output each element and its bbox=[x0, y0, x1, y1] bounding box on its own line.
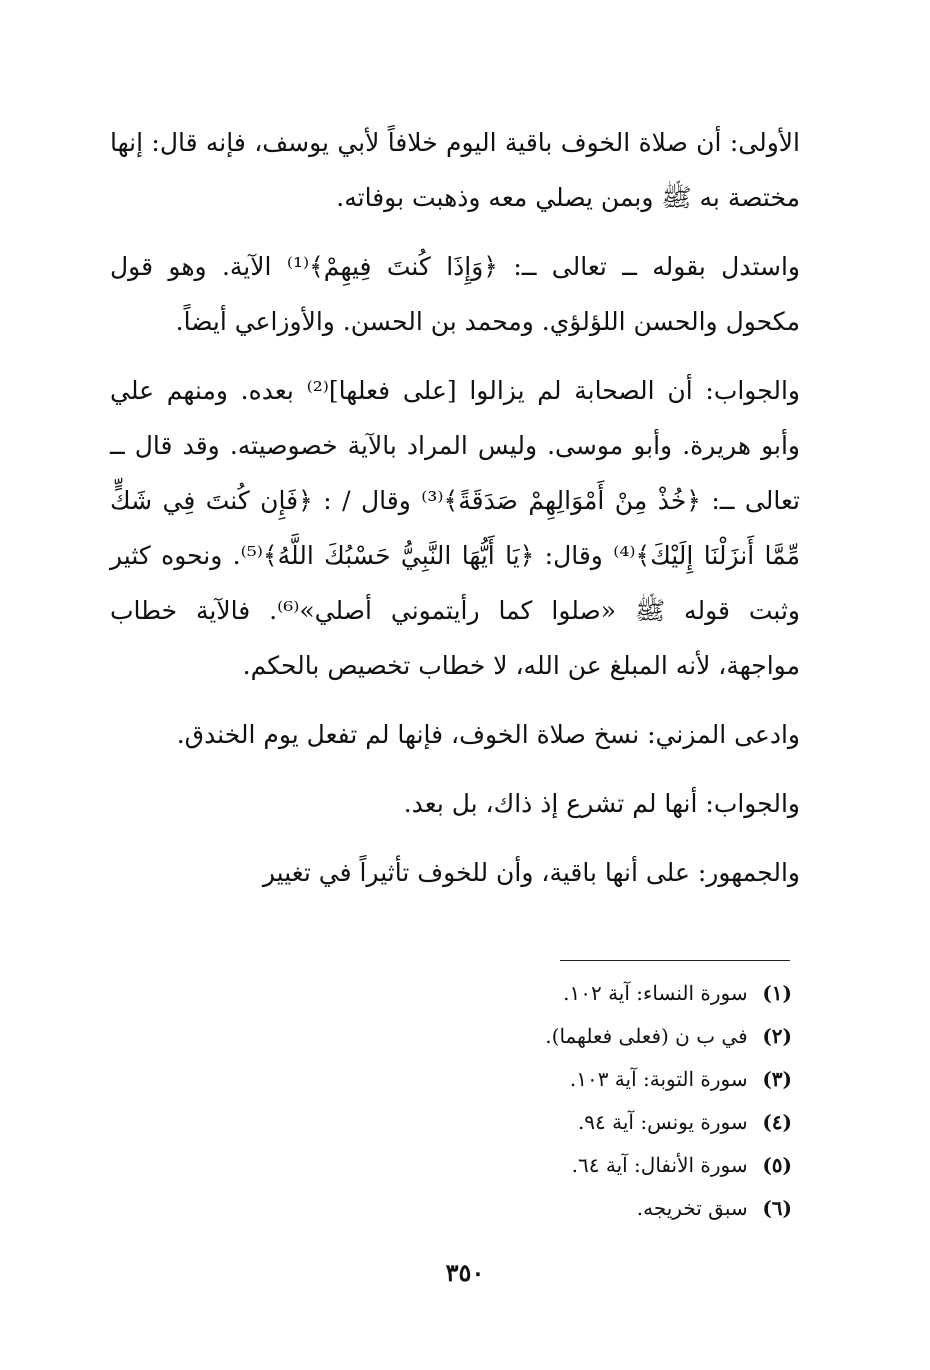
footnote-text: سورة الأنفال: آية ٦٤. bbox=[571, 1153, 748, 1177]
footnote-number: (٦) bbox=[762, 1196, 792, 1220]
paragraph-evidence: واستدل بقوله ــ تعالى ــ: ﴿وَإِذَا كُنتَ فِيهِمْ﴾⁽¹⁾ الآية. وهو قول مكحول والحسن اللؤلؤي. ومحمد بن الحسن. والأوزاعي أيضاً. bbox=[110, 252, 800, 336]
paragraph-muzani-claim: وادعى المزني: نسخ صلاة الخوف، فإنها لم تفعل يوم الخندق. bbox=[176, 720, 800, 749]
footnote-item bbox=[400, 972, 792, 1015]
main-text bbox=[110, 115, 800, 914]
footnotes-list bbox=[400, 972, 792, 1230]
paragraph-answer: والجواب: أن الصحابة لم يزالوا [على فعلها]⁽²⁾ بعده. ومنهم علي وأبو هريرة. وأبو موسى. وليس المراد بالآية خصوصيته. وقد قال ــ تعالى ــ: ﴿خُذْ مِنْ أَمْوَالِهِمْ صَدَقَةً﴾⁽³⁾ وقال / : ﴿فَإِن كُنتَ فِي شَكٍّ مِّمَّا أَنزَلْنَا إِلَيْكَ﴾⁽⁴⁾ وقال: ﴿يَا أَيُّهَا النَّبِيُّ حَسْبُكَ اللَّهُ﴾⁽⁵⁾. ونحوه كثير وثبت قوله ﷺ «صلوا كما رأيتموني أصلي»⁽⁶⁾. فالآية خطاب مواجهة، لأنه المبلغ عن الله، لا خطاب تخصيص بالحكم. bbox=[110, 376, 800, 680]
footnote-text: في ب ن (فعلى فعلهما). bbox=[545, 1024, 748, 1048]
footnote-text: سورة النساء: آية ١٠٢. bbox=[563, 981, 748, 1005]
footnote-text: سورة يونس: آية ٩٤. bbox=[577, 1110, 748, 1134]
footnote-number: (٥) bbox=[762, 1153, 792, 1177]
footnote-item bbox=[400, 1058, 792, 1101]
footnote-text: سورة التوبة: آية ١٠٣. bbox=[569, 1067, 748, 1091]
footnote-number: (٣) bbox=[762, 1067, 792, 1091]
footnote-number: (٢) bbox=[762, 1024, 792, 1048]
footnote-item bbox=[400, 1015, 792, 1058]
page-number: ٣٥٠ bbox=[445, 1258, 485, 1287]
footnote-item bbox=[400, 1187, 792, 1230]
footnote-number: (٤) bbox=[762, 1110, 792, 1134]
footnote-divider bbox=[560, 960, 790, 961]
footnote-text: سبق تخريجه. bbox=[636, 1196, 748, 1220]
paragraph-majority: والجمهور: على أنها باقية، وأن للخوف تأثيراً في تغيير bbox=[262, 858, 800, 887]
footnote-number: (١) bbox=[762, 981, 792, 1005]
paragraph-first-issue: الأولى: أن صلاة الخوف باقية اليوم خلافاً لأبي يوسف، فإنه قال: إنها مختصة به ﷺ وبمن يصلي معه وذهبت بوفاته. bbox=[110, 128, 800, 212]
paragraph-second-answer: والجواب: أنها لم تشرع إذ ذاك، بل بعد. bbox=[403, 789, 800, 818]
footnote-item bbox=[400, 1101, 792, 1144]
footnote-item bbox=[400, 1144, 792, 1187]
